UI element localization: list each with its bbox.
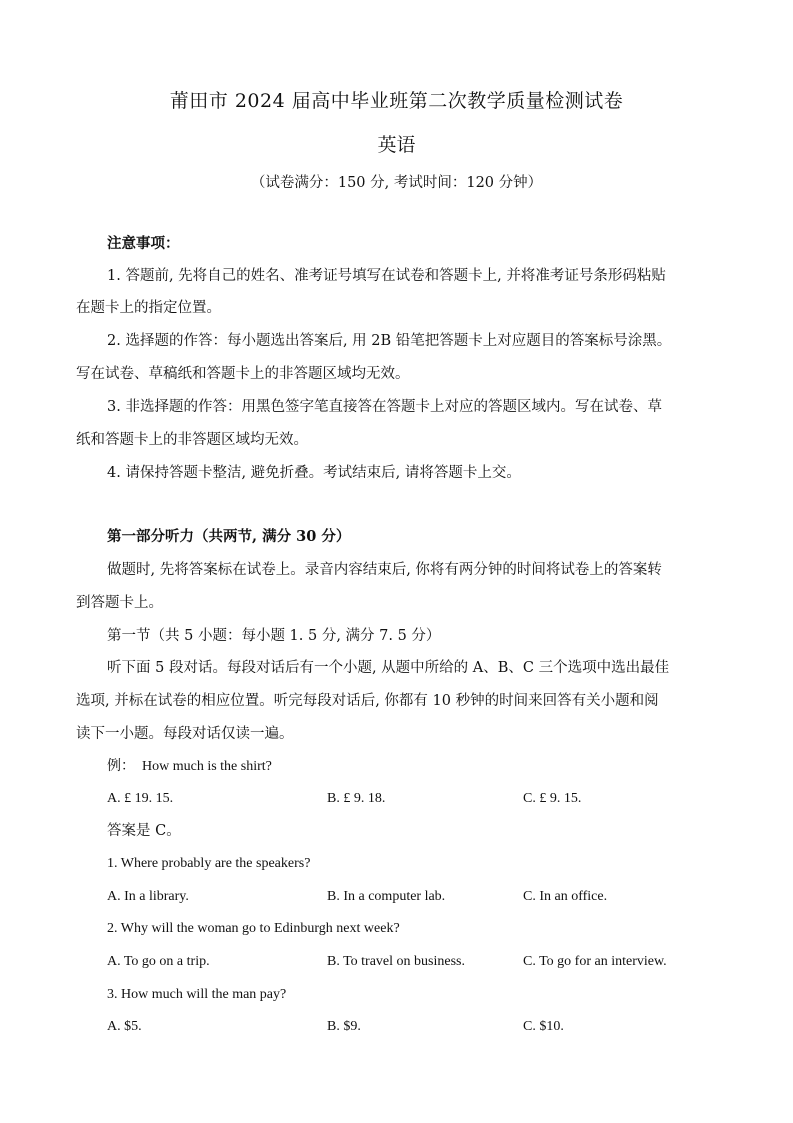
example-question xyxy=(107,757,272,777)
part1-intro-cont: 到答题卡上。 xyxy=(76,595,163,611)
question-2-option-c: C. To go for an interview. xyxy=(523,954,667,969)
section1-heading: 第一节（共 5 小题：每小题 1. 5 分, 满分 7. 5 分） xyxy=(107,628,441,644)
question-2-stem: 2. Why will the woman go to Edinburgh next week? xyxy=(107,921,400,936)
example-option-b: B. £ 9. 18. xyxy=(327,791,386,806)
question-1-stem: 1. Where probably are the speakers? xyxy=(107,856,311,871)
example-label: 例： xyxy=(107,759,135,774)
question-3-option-a: A. $5. xyxy=(107,1019,142,1034)
example-stem: How much is the shirt? xyxy=(142,759,272,774)
notice-item-4: 4. 请保持答题卡整洁, 避免折叠。考试结束后, 请将答题卡上交。 xyxy=(107,465,521,481)
question-3-option-c: C. $10. xyxy=(523,1019,564,1034)
example-option-c: C. £ 9. 15. xyxy=(523,791,582,806)
question-2-option-b: B. To travel on business. xyxy=(327,954,465,969)
notice-heading: 注意事项： xyxy=(107,235,180,252)
question-3-stem: 3. How much will the man pay? xyxy=(107,987,287,1002)
section1-instructions-cont-2: 读下一小题。每段对话仅读一遍。 xyxy=(76,726,294,742)
exam-subject: 英语 xyxy=(377,134,416,156)
question-1-option-a: A. In a library. xyxy=(107,889,189,904)
part1-intro: 做题时, 先将答案标在试卷上。录音内容结束后, 你将有两分钟的时间将试卷上的答案转 xyxy=(107,562,662,578)
example-option-a: A. £ 19. 15. xyxy=(107,791,174,806)
question-1-option-c: C. In an office. xyxy=(523,889,608,904)
section1-instructions-cont-1: 选项, 并标在试卷的相应位置。听完每段对话后, 你都有 10 秒钟的时间来回答有关小题和阅 xyxy=(76,693,659,709)
notice-item-2: 2. 选择题的作答：每小题选出答案后, 用 2B 铅笔把答题卡上对应题目的答案标号涂黑。 xyxy=(107,333,672,349)
part1-heading: 第一部分听力（共两节, 满分 30 分） xyxy=(107,528,351,545)
notice-item-2-cont: 写在试卷、草稿纸和答题卡上的非答题区域均无效。 xyxy=(76,366,410,382)
question-1-option-b: B. In a computer lab. xyxy=(327,889,446,904)
notice-item-1: 1. 答题前, 先将自己的姓名、准考证号填写在试卷和答题卡上, 并将准考证号条形码粘贴 xyxy=(107,268,666,284)
question-2-option-a: A. To go on a trip. xyxy=(107,954,210,969)
section1-instructions: 听下面 5 段对话。每段对话后有一个小题, 从题中所给的 A、B、C 三个选项中选出最佳 xyxy=(107,660,670,676)
exam-title: 莆田市 2024 届高中毕业班第二次教学质量检测试卷 xyxy=(169,90,624,112)
notice-item-1-cont: 在题卡上的指定位置。 xyxy=(76,300,221,316)
notice-item-3-cont: 纸和答题卡上的非答题区域均无效。 xyxy=(76,432,308,448)
notice-item-3: 3. 非选择题的作答：用黑色签字笔直接答在答题卡上对应的答题区域内。写在试卷、草 xyxy=(107,399,662,415)
exam-meta: （试卷满分：150 分, 考试时间：120 分钟） xyxy=(250,175,543,191)
example-answer: 答案是 C。 xyxy=(107,823,181,839)
question-3-option-b: B. $9. xyxy=(327,1019,361,1034)
